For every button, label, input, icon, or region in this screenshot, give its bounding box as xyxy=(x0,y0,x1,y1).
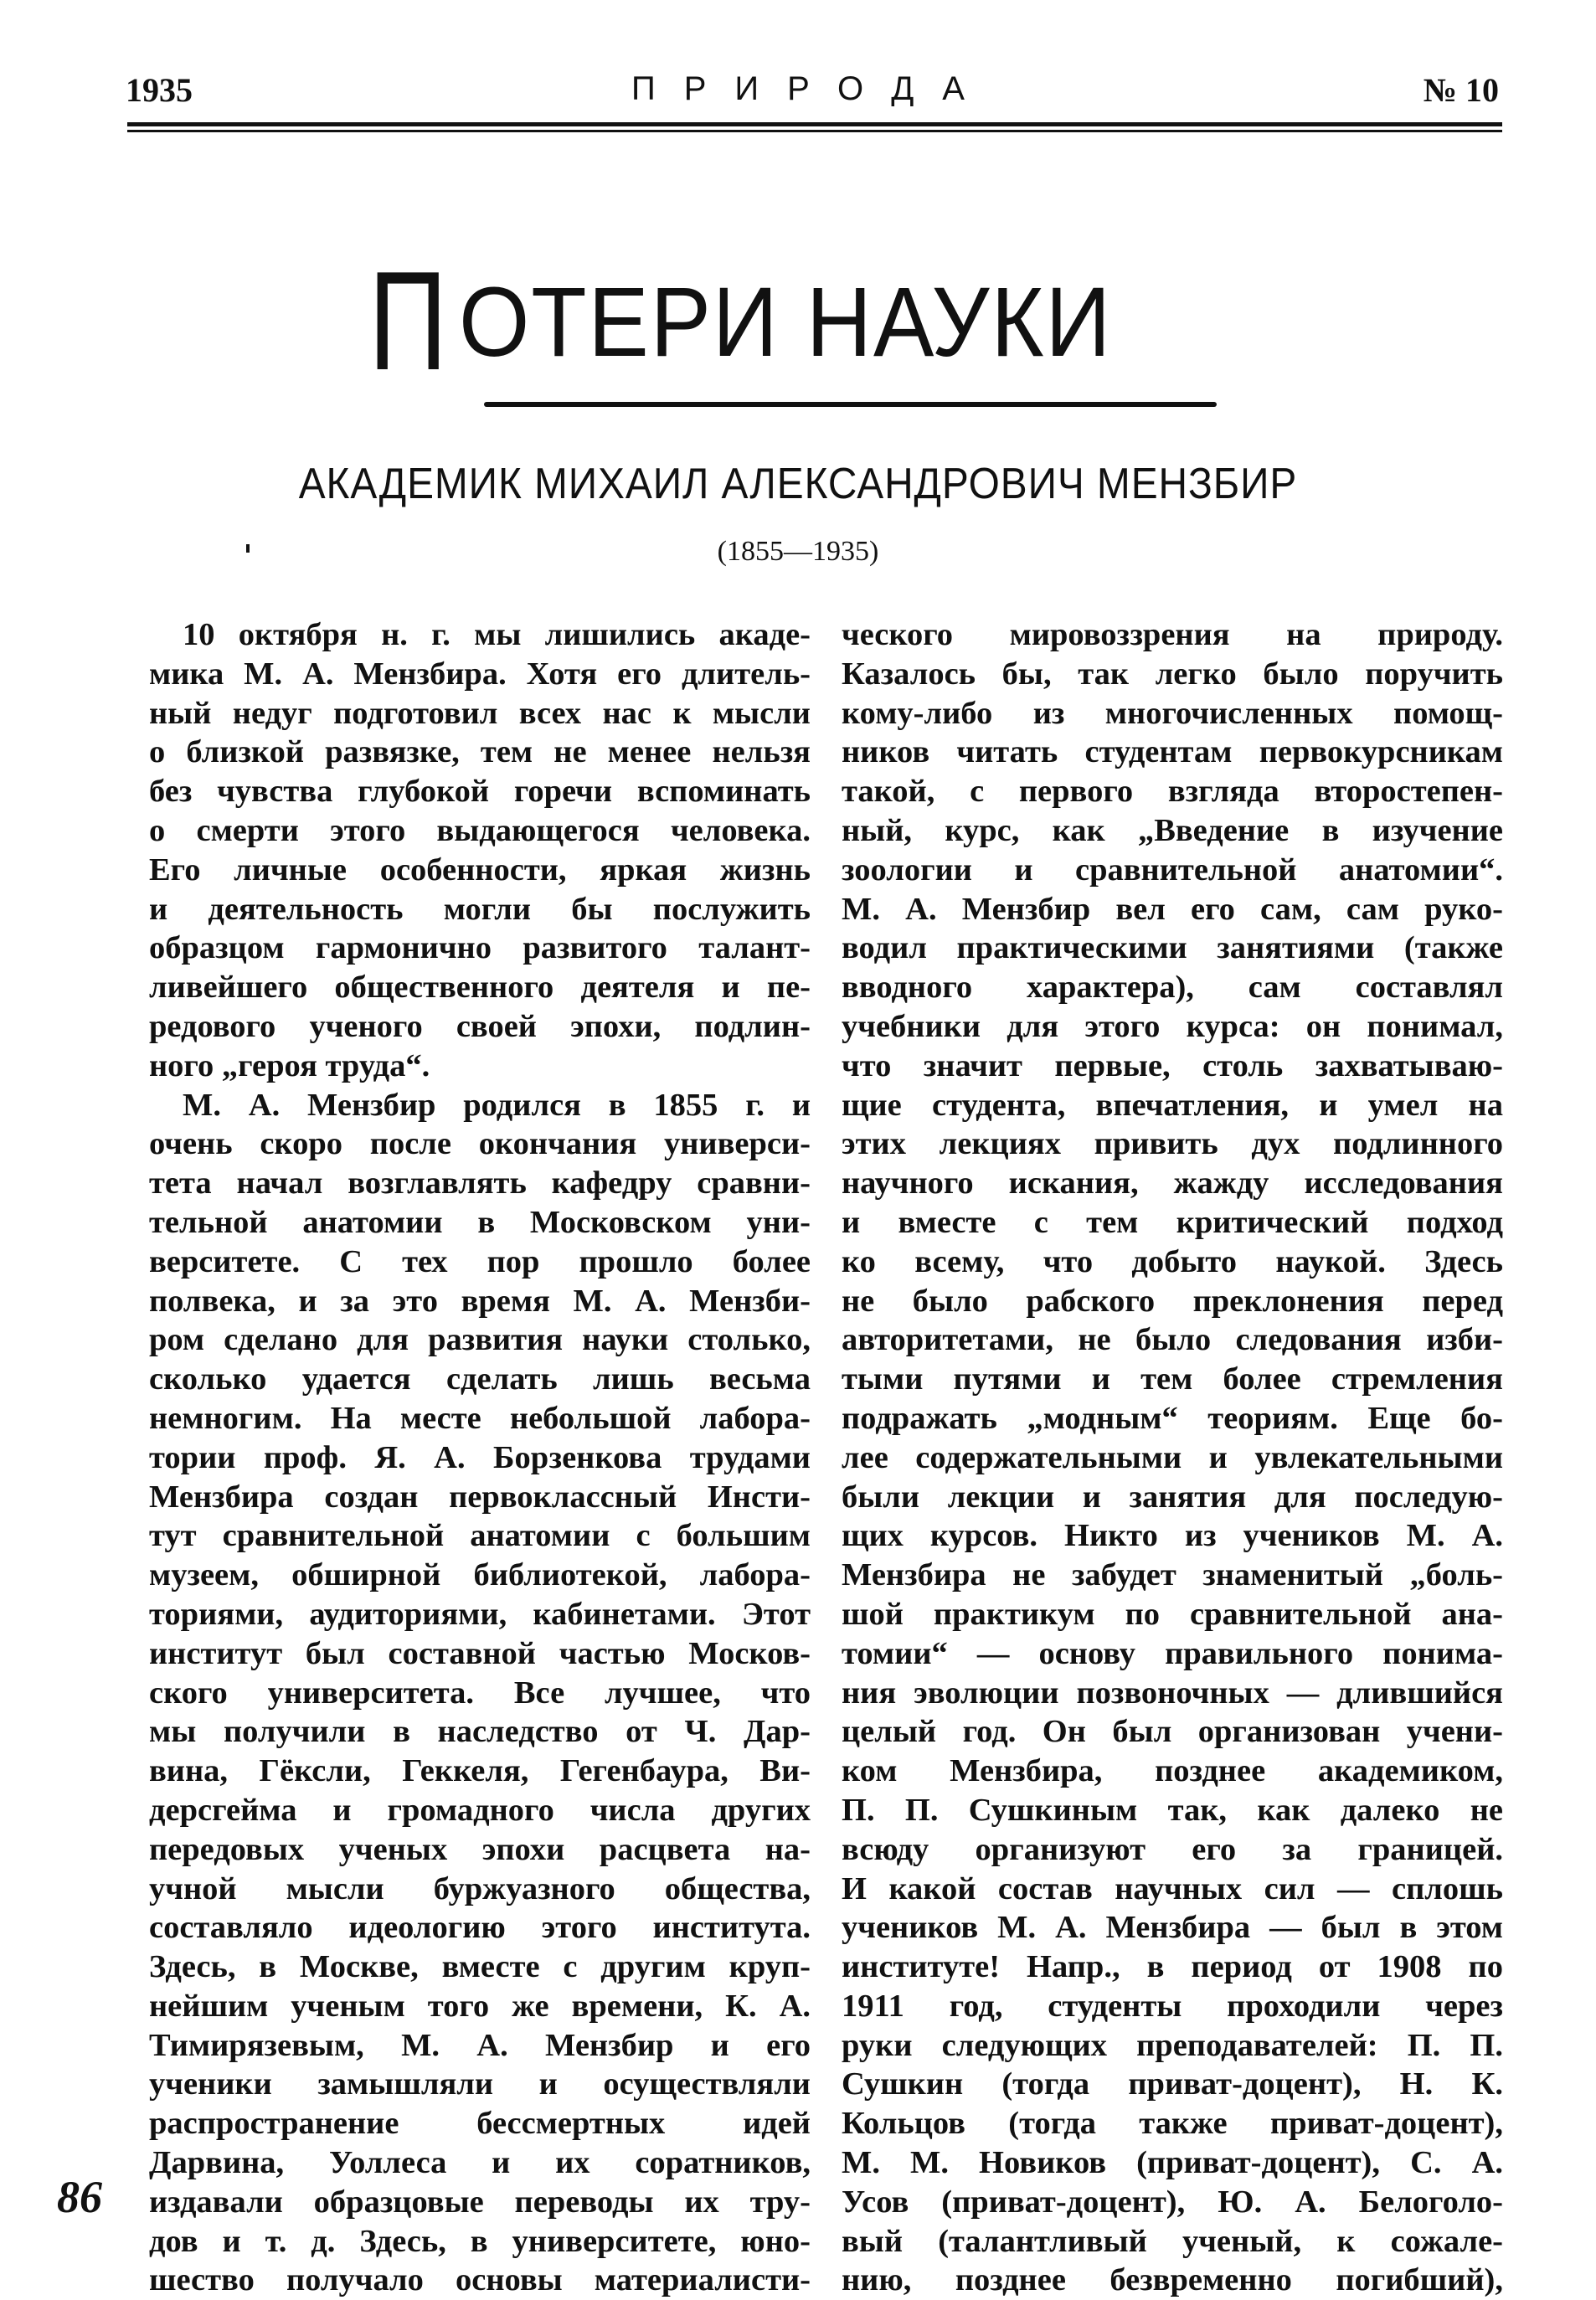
text-line: ливейшего общественного деятеля и пе- xyxy=(149,970,811,1006)
text-line: ния эволюции позвоночных — длившийся xyxy=(842,1675,1503,1711)
text-line: Дарвина, Уоллеса и их соратников, xyxy=(149,2145,811,2181)
text-line: этих лекциях привить дух подлинного xyxy=(842,1126,1503,1162)
text-line: институте! Напр., в период от 1908 по xyxy=(842,1949,1503,1985)
text-line: шество получало основы материалисти- xyxy=(149,2262,811,2298)
text-line: о смерти этого выдающегося человека. xyxy=(149,812,811,848)
text-line: учеников М. А. Мензбира — был в этом xyxy=(842,1910,1503,1946)
text-line: такой, с первого взгляда второстепен- xyxy=(842,774,1503,810)
running-head-journal: ПРИРОДА xyxy=(631,70,993,107)
running-head-year: 1935 xyxy=(126,71,193,109)
text-line: составляло идеологию этого института. xyxy=(149,1910,811,1946)
text-line: М. А. Мензбир родился в 1855 г. и xyxy=(183,1087,811,1123)
text-line: ториями, аудиториями, кабинетами. Этот xyxy=(149,1596,811,1632)
page-number: 86 xyxy=(57,2172,102,2222)
text-line: шой практикум по сравнительной ана- xyxy=(842,1596,1503,1632)
text-line: распространение бессмертных идей xyxy=(149,2106,811,2142)
text-line: очень скоро после окончания универси- xyxy=(149,1126,811,1162)
section-title-rest: ОТЕРИ НАУКИ xyxy=(459,267,1113,378)
text-line: немногим. На месте небольшой лабора- xyxy=(149,1400,811,1436)
text-line: ников читать студентам первокурсникам xyxy=(842,734,1503,770)
text-line: тут сравнительной анатомии с большим xyxy=(149,1518,811,1554)
text-line: тории проф. Я. А. Борзенкова трудами xyxy=(149,1439,811,1475)
text-line: кому-либо из многочисленных помощ- xyxy=(842,695,1503,731)
text-line: и деятельность могли бы послужить xyxy=(149,891,811,927)
text-line: музеем, обширной библиотекой, лабора- xyxy=(149,1557,811,1593)
text-line: о близкой развязке, тем не менее нельзя xyxy=(149,734,811,770)
text-line: редового ученого своей эпохи, подлин- xyxy=(149,1008,811,1044)
text-line: были лекции и занятия для последую- xyxy=(842,1479,1503,1515)
text-line: И какой состав научных сил — сплошь xyxy=(842,1870,1503,1906)
text-line: научного искания, жажду исследования xyxy=(842,1165,1503,1201)
text-line: мы получили в наследство от Ч. Дар- xyxy=(149,1714,811,1750)
text-line: целый год. Он был организован учени- xyxy=(842,1714,1503,1750)
text-line: ром сделано для развития науки столько, xyxy=(149,1322,811,1358)
text-line: институт был составной частью Москов- xyxy=(149,1635,811,1671)
text-line: руки следующих преподавателей: П. П. xyxy=(842,2027,1503,2063)
text-line: Мензбира создан первоклассный Инсти- xyxy=(149,1479,811,1515)
text-line: щие студента, впечатления, и умел на xyxy=(842,1087,1503,1123)
text-line: Его личные особенности, яркая жизнь xyxy=(149,852,811,888)
text-line: водил практическими занятиями (также xyxy=(842,930,1503,966)
text-line: ный недуг подготовил всех нас к мысли xyxy=(149,695,811,731)
text-line: тыми путями и тем более стремления xyxy=(842,1361,1503,1397)
text-line: что значит первые, столь захватываю- xyxy=(842,1047,1503,1083)
text-line: подражать „модным“ теориям. Еще бо- xyxy=(842,1400,1503,1436)
text-line: полвека, и за это время М. А. Мензби- xyxy=(149,1283,811,1319)
right-column xyxy=(842,615,1503,2300)
section-title xyxy=(368,242,1306,399)
text-line: сколько удается сделать лишь весьма xyxy=(149,1361,811,1397)
text-line: и вместе с тем критический подход xyxy=(842,1204,1503,1240)
text-line: ком Мензбира, позднее академиком, xyxy=(842,1753,1503,1789)
text-line: издавали образцовые переводы их тру- xyxy=(149,2184,811,2220)
text-line: передовых ученых эпохи расцвета на- xyxy=(149,1831,811,1867)
text-line: 1911 год, студенты проходили через xyxy=(842,1988,1503,2024)
section-title-underline xyxy=(484,402,1217,407)
text-line: нию, позднее безвременно погибший), xyxy=(842,2262,1503,2298)
text-line: М. А. Мензбир вел его сам, сам руко- xyxy=(842,891,1503,927)
text-line: дов и т. д. Здесь, в университете, юно- xyxy=(149,2223,811,2259)
article-dates: (1855—1935) xyxy=(717,536,879,567)
text-line: без чувства глубокой горечи вспоминать xyxy=(149,774,811,810)
text-line: ческого мировоззрения на природу. xyxy=(842,617,1503,652)
running-head-issue: № 10 xyxy=(1423,71,1499,109)
text-line: Кольцов (тогда также приват-доцент), xyxy=(842,2106,1503,2142)
text-line: лее содержательными и увлекательными xyxy=(842,1439,1503,1475)
text-line: Здесь, в Москве, вместе с другим круп- xyxy=(149,1949,811,1985)
text-line: Казалось бы, так легко было поручить xyxy=(842,656,1503,692)
header-double-rule xyxy=(127,122,1502,132)
text-line: всюду организуют его за границей. xyxy=(842,1831,1503,1867)
text-line: вый (талантливый ученый, к сожале- xyxy=(842,2223,1503,2259)
text-line: не было рабского преклонения перед xyxy=(842,1283,1503,1319)
text-line: П. П. Сушкиным так, как далеко не xyxy=(842,1792,1503,1828)
running-head xyxy=(126,70,1499,121)
text-line: томии“ — основу правильного понима- xyxy=(842,1635,1503,1671)
text-line: ко всему, что добыто наукой. Здесь xyxy=(842,1243,1503,1279)
text-line: ского университета. Все лучшее, что xyxy=(149,1675,811,1711)
left-column xyxy=(149,615,811,2300)
text-line: ученики замышляли и осуществляли xyxy=(149,2066,811,2102)
text-line: ного „героя труда“. xyxy=(149,1047,430,1083)
text-line: Тимирязевым, М. А. Мензбир и его xyxy=(149,2027,811,2063)
text-line: 10 октября н. г. мы лишились акаде- xyxy=(183,617,811,652)
article-title: АКАДЕМИК МИХАИЛ АЛЕКСАНДРОВИЧ МЕНЗБИР xyxy=(298,460,1298,508)
text-line: тельной анатомии в Московском уни- xyxy=(149,1204,811,1240)
text-line: ный, курс, как „Введение в изучение xyxy=(842,812,1503,848)
text-line: тета начал возглавлять кафедру сравни- xyxy=(149,1165,811,1201)
text-line: мика М. А. Мензбира. Хотя его длитель- xyxy=(149,656,811,692)
section-title-initial: П xyxy=(368,242,448,399)
text-line: верситете. С тех пор прошло более xyxy=(149,1243,811,1279)
text-line: вина, Гёксли, Геккеля, Гегенбаура, Ви- xyxy=(149,1753,811,1789)
text-line: Мензбира не забудет знаменитый „боль- xyxy=(842,1557,1503,1593)
text-line: дерсгейма и громадного числа других xyxy=(149,1792,811,1828)
text-line: Усов (приват-доцент), Ю. А. Белоголо- xyxy=(842,2184,1503,2220)
text-line: авторитетами, не было следования изби- xyxy=(842,1322,1503,1358)
text-line: зоологии и сравнительной анатомии“. xyxy=(842,852,1503,888)
text-line: щих курсов. Никто из учеников М. А. xyxy=(842,1518,1503,1554)
text-line: вводного характера), сам составлял xyxy=(842,970,1503,1006)
text-line: учебники для этого курса: он понимал, xyxy=(842,1008,1503,1044)
text-line: учной мысли буржуазного общества, xyxy=(149,1870,811,1906)
text-line: образцом гармонично развитого талант- xyxy=(149,930,811,966)
text-line: Сушкин (тогда приват-доцент), Н. К. xyxy=(842,2066,1503,2102)
text-line: нейшим ученым того же времени, К. А. xyxy=(149,1988,811,2024)
text-line: М. М. Новиков (приват-доцент), С. А. xyxy=(842,2145,1503,2181)
